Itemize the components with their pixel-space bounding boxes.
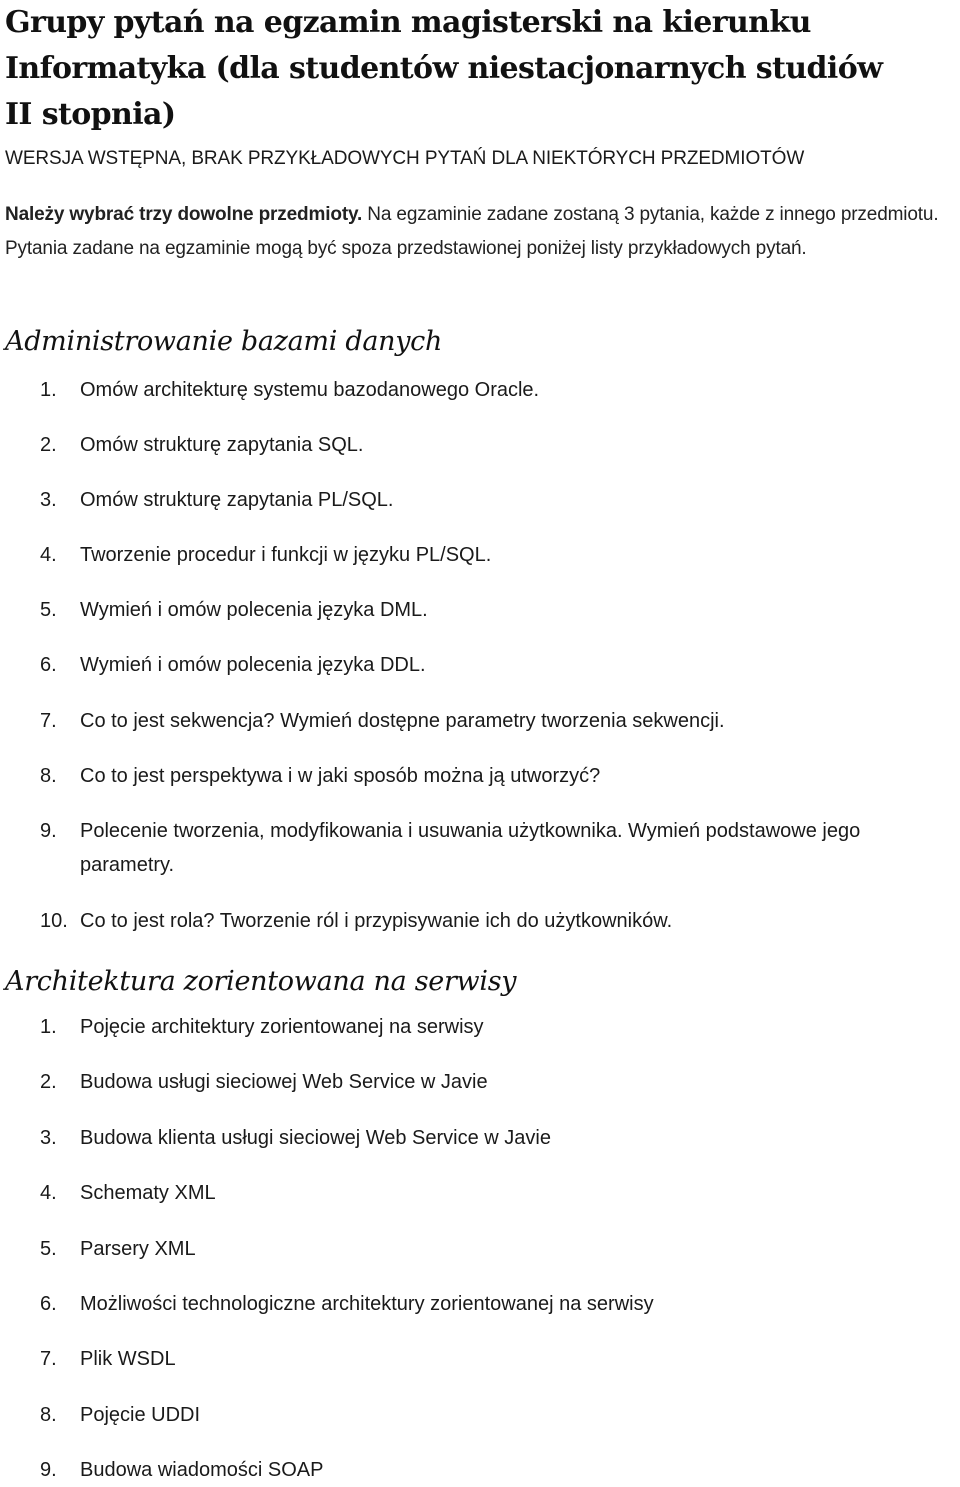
question-text: Możliwości technologiczne architektury zorientowanej na serwisy: [80, 1293, 654, 1315]
question-text: Polecenie tworzenia, modyfikowania i usuwania użytkownika. Wymień podstawowe jego parametry.: [80, 820, 861, 876]
question-number: 5.: [40, 1238, 57, 1260]
question-number: 1.: [40, 379, 57, 401]
question-text: Wymień i omów polecenia języka DML.: [80, 599, 428, 621]
question-number: 4.: [40, 544, 57, 566]
question-number: 6.: [40, 654, 57, 676]
question-text: Tworzenie procedur i funkcji w języku PL/SQL.: [80, 544, 492, 566]
question-number: 1.: [40, 1016, 57, 1038]
version-note: WERSJA WSTĘPNA, BRAK PRZYKŁADOWYCH PYTAŃ DLA NIEKTÓRYCH PRZEDMIOTÓW: [5, 148, 805, 169]
question-text: Omów strukturę zapytania SQL.: [80, 434, 364, 456]
question-text: Parsery XML: [80, 1238, 196, 1260]
section-heading-soa: Architektura zorientowana na serwisy: [5, 966, 517, 997]
question-text: Budowa wiadomości SOAP: [80, 1459, 324, 1481]
question-number: 5.: [40, 599, 57, 621]
question-number: 9.: [40, 820, 57, 842]
intro-bold-text: Należy wybrać trzy dowolne przedmioty.: [5, 204, 363, 225]
question-text: Omów strukturę zapytania PL/SQL.: [80, 489, 394, 511]
question-text: Co to jest rola? Tworzenie ról i przypisywanie ich do użytkowników.: [80, 910, 673, 932]
question-number: 8.: [40, 1404, 57, 1426]
question-text: Omów architekturę systemu bazodanowego Oracle.: [80, 379, 540, 401]
question-number: 3.: [40, 1127, 57, 1149]
question-number: 7.: [40, 1348, 57, 1370]
question-number: 10.: [40, 910, 68, 932]
question-number: 2.: [40, 1071, 57, 1093]
question-text: Budowa usługi sieciowej Web Service w Javie: [80, 1071, 488, 1093]
question-number: 2.: [40, 434, 57, 456]
section-heading-databases: Administrowanie bazami danych: [5, 326, 443, 357]
question-text: Schematy XML: [80, 1182, 216, 1204]
question-text: Plik WSDL: [80, 1348, 176, 1370]
question-text: Co to jest perspektywa i w jaki sposób można ją utworzyć?: [80, 765, 601, 787]
question-text: Pojęcie UDDI: [80, 1404, 201, 1426]
question-number: 8.: [40, 765, 57, 787]
question-text: Budowa klienta usługi sieciowej Web Service w Javie: [80, 1127, 551, 1149]
question-number: 7.: [40, 710, 57, 732]
question-number: 3.: [40, 489, 57, 511]
question-text: Wymień i omów polecenia języka DDL.: [80, 654, 426, 676]
document-title: Grupy pytań na egzamin magisterski na kierunku Informatyka (dla studentów niestacjonarnych studiów II stopnia): [5, 5, 883, 132]
question-number: 6.: [40, 1293, 57, 1315]
intro-rest-text: Na egzaminie zadane zostaną 3 pytania, każde z innego przedmiotu. Pytania zadane na egzaminie mogą być spoza przedstawionej poniżej listy przykładowych pytań.: [5, 204, 939, 259]
question-number: 4.: [40, 1182, 57, 1204]
question-text: Co to jest sekwencja? Wymień dostępne parametry tworzenia sekwencji.: [80, 710, 725, 732]
question-text: Pojęcie architektury zorientowanej na serwisy: [80, 1016, 484, 1038]
intro-paragraph: [5, 198, 960, 266]
question-number: 9.: [40, 1459, 57, 1481]
